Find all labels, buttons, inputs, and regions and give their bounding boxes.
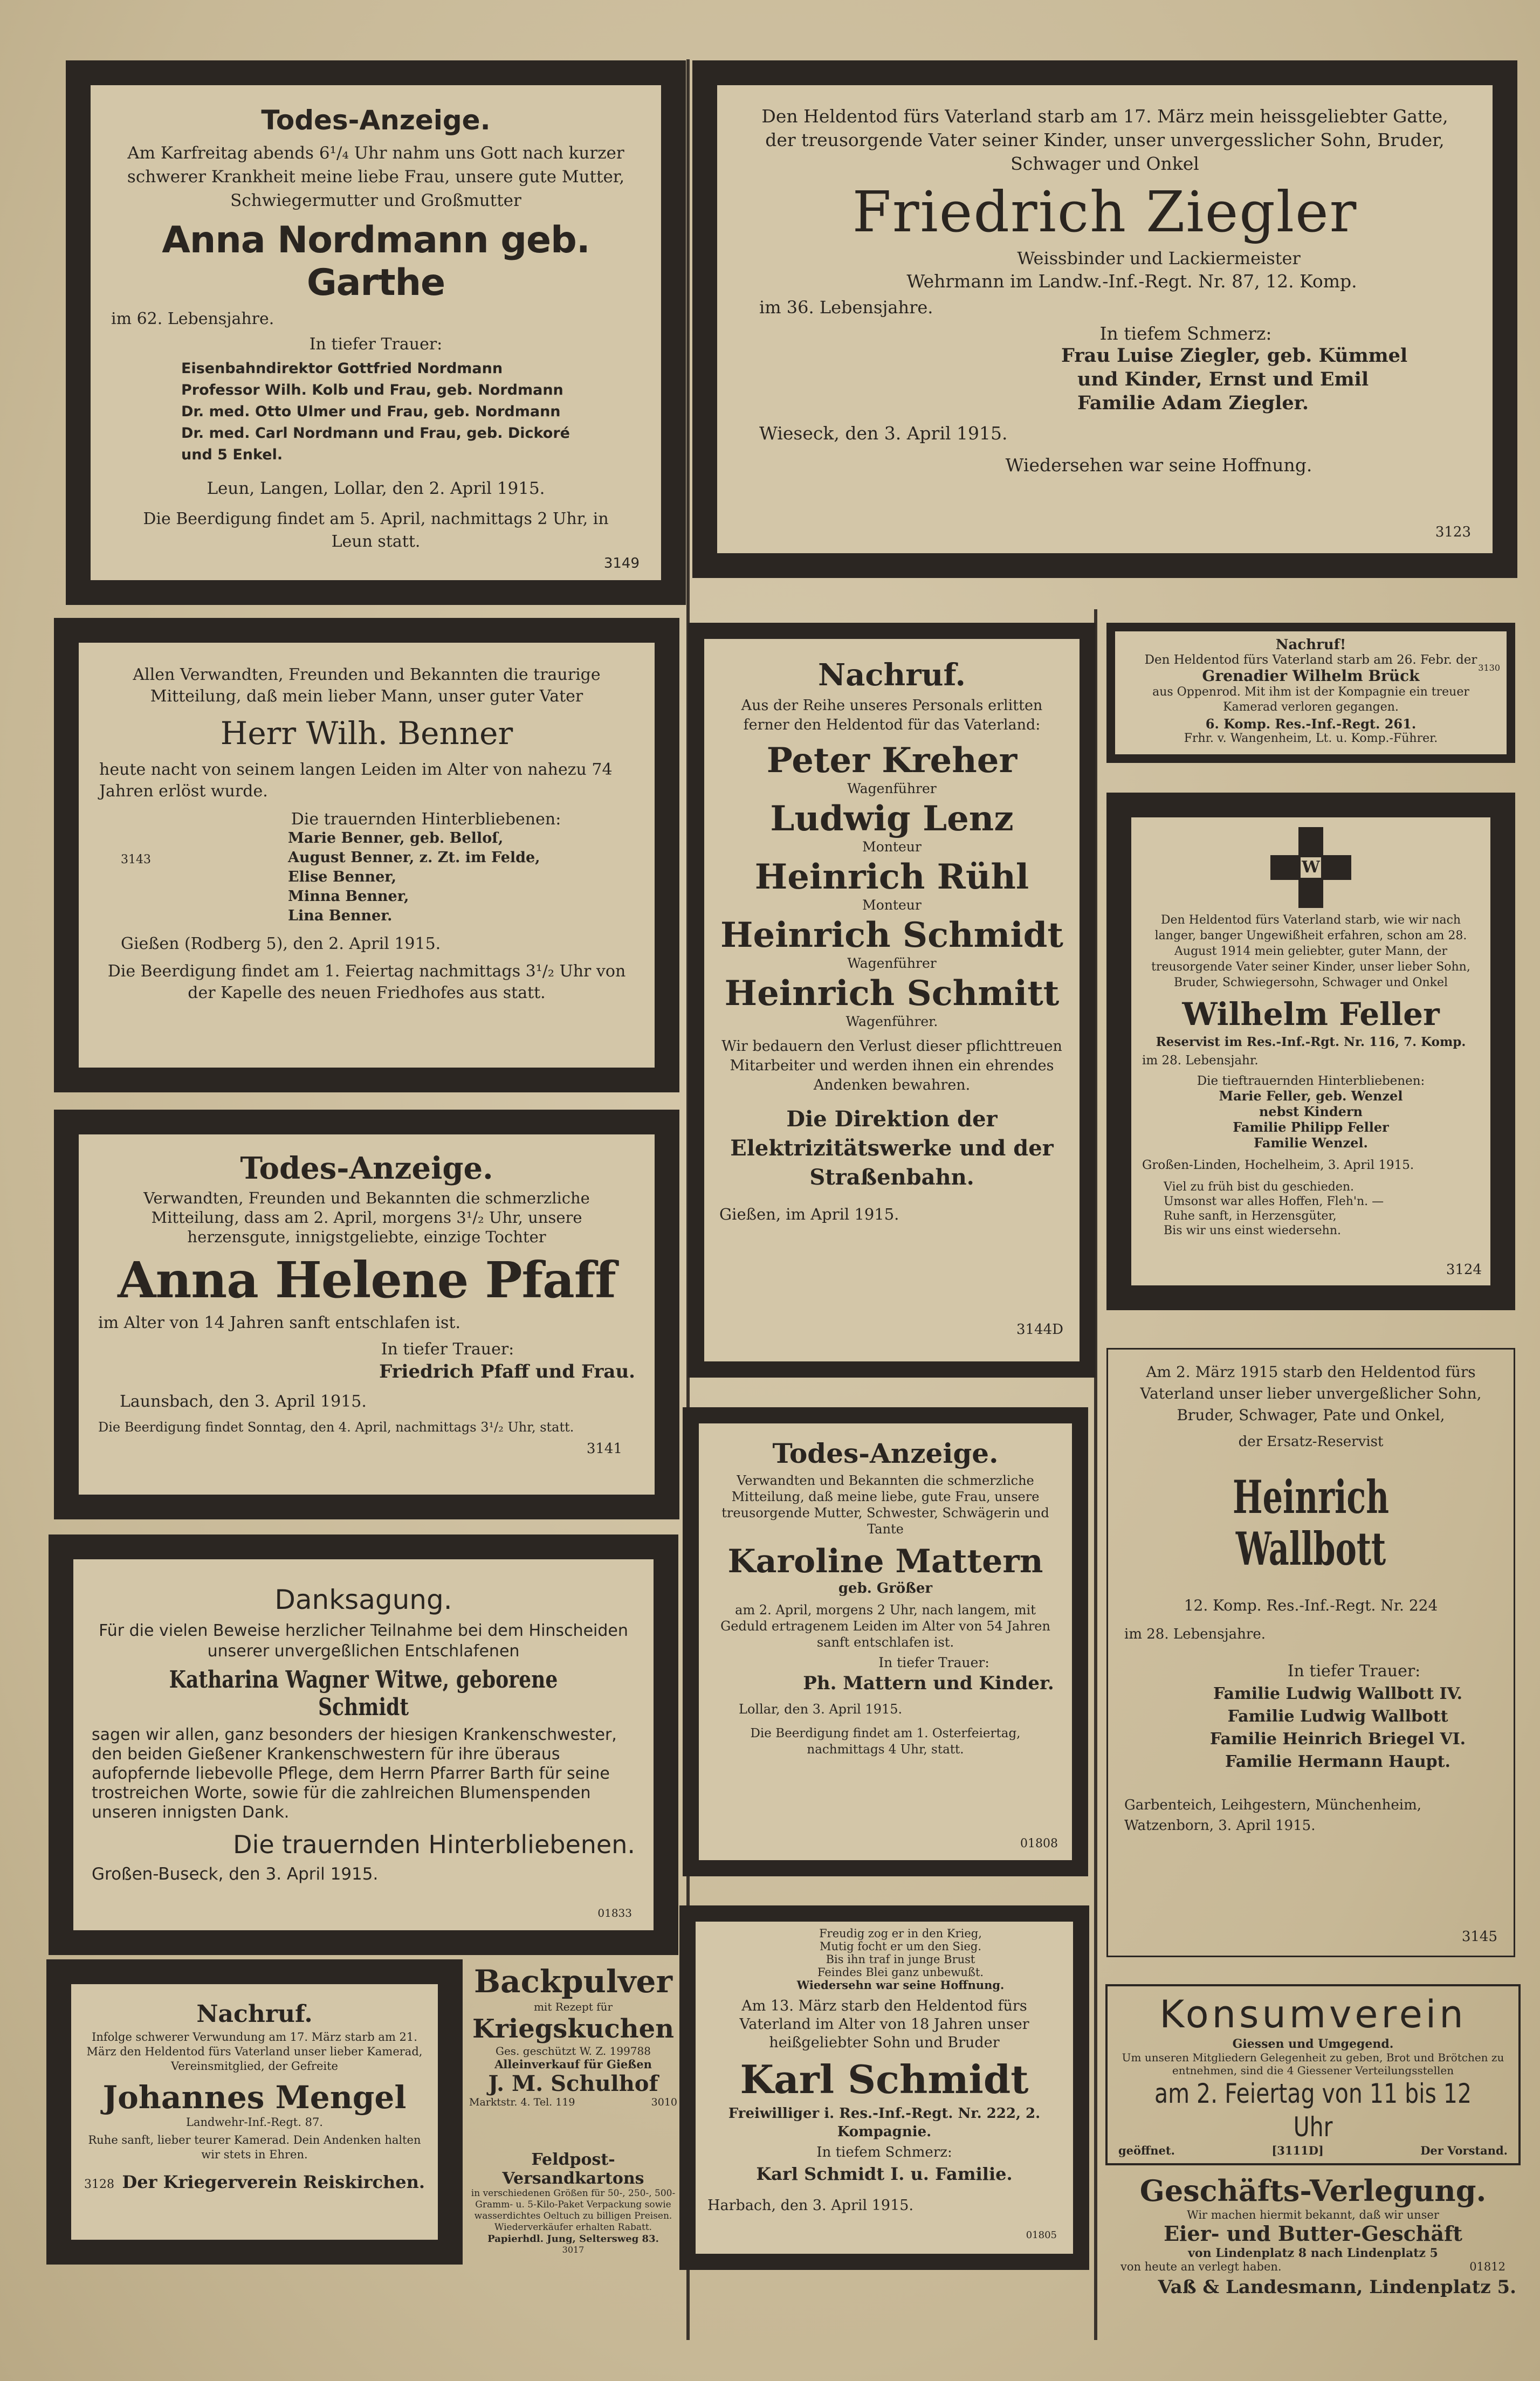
place-date: Gießen, im April 1915.	[719, 1205, 899, 1223]
intro-text: Aus der Reihe unseres Personals erlitten ferner den Heldentod für das Vaterland:	[741, 697, 1043, 733]
mourner-list	[1061, 344, 1472, 415]
heading: Backpulver	[473, 1963, 673, 2000]
intro-text: Den Heldentod fürs Vaterland starb, wie wir nach langer, banger Ungewißheit erfahren, schon am 28. August 1914 mein geliebter, guter Mann, der treusorgende Vater seiner Kinder, unser lieber Sohn, Bruder, Schwiegersohn, Schwager und Onkel	[1151, 913, 1470, 989]
heading: Todes-Anzeige.	[240, 1151, 493, 1186]
body-text: von heute an verlegt haben.	[1120, 2260, 1282, 2273]
person-name: Peter Kreher	[766, 740, 1018, 781]
shop-name: Eier- und Butter-Geschäft	[1164, 2221, 1462, 2246]
birth-name: geb. Größer	[838, 1580, 933, 1596]
verse-line: Bis ihn traf in junge Brust	[826, 1953, 975, 1966]
person-role: Wagenführer.	[845, 1014, 938, 1029]
mourner: Frau Luise Ziegler, geb. Kümmel	[1061, 345, 1408, 367]
ad-wallbott	[1106, 1348, 1515, 1957]
regiment: Wehrmann im Landw.-Inf.-Regt. Nr. 87, 12. Komp.	[906, 271, 1357, 292]
intro-text: Allen Verwandten, Freunden und Bekannten die traurige Mitteilung, daß mein lieber Mann, unser guter Vater	[133, 665, 601, 706]
person-role: Monteur	[862, 897, 922, 913]
trauer-label: Die tieftrauernden Hinterbliebenen:	[1197, 1074, 1425, 1088]
deceased-name: Anna Nordmann geb. Garthe	[162, 219, 590, 304]
heading: Nachruf.	[817, 657, 966, 693]
verse	[707, 1927, 1061, 1992]
trauer-label: In tiefer Trauer:	[381, 1340, 514, 1359]
heading: Geschäfts-Verlegung.	[1139, 2173, 1487, 2208]
age: im 36. Lebensjahre.	[759, 297, 933, 318]
mourner-list	[121, 829, 634, 926]
product-name: Kriegskuchen	[472, 2014, 675, 2044]
signature: Der Vorstand.	[1420, 2144, 1508, 2157]
ad-code: 01808	[1020, 1837, 1058, 1850]
deceased-name: Wilhelm Feller	[1182, 996, 1440, 1033]
heading: Nachruf.	[196, 2000, 313, 2028]
ad-code: 3145	[1461, 1929, 1497, 1945]
firm-name: Papierhdl. Jung, Seltersweg 83.	[487, 2233, 659, 2245]
funeral-notice: Die Beerdigung findet am 1. Osterfeiertag, nachmittags 4 Uhr, statt.	[750, 1726, 1021, 1757]
ad-code: 3141	[586, 1441, 622, 1457]
ad-todes-pfaff	[54, 1110, 679, 1519]
sole-sale: Alleinverkauf für Gießen	[494, 2057, 652, 2071]
deceased-name: Karl Schmidt	[740, 2056, 1029, 2102]
person-role: Wagenführer	[847, 955, 937, 971]
ad-heldentod-ziegler	[692, 60, 1517, 578]
person-name: Heinrich Rühl	[754, 857, 1029, 897]
ad-benner	[54, 618, 679, 1092]
mourner: August Benner, z. Zt. im Felde,	[288, 849, 540, 866]
verse-line: Feindes Blei ganz unbewußt.	[817, 1966, 984, 1979]
trauer-label: In tiefer Trauer:	[1287, 1662, 1421, 1681]
mourners: Karl Schmidt I. u. Familie.	[756, 2164, 1013, 2184]
heading: Konsumverein	[1159, 1992, 1467, 2036]
signer: Frhr. v. Wangenheim, Lt. u. Komp.-Führer.	[1184, 732, 1438, 745]
deceased-name: Friedrich Ziegler	[852, 179, 1358, 245]
mourner: und Kinder, Ernst und Emil	[1077, 368, 1369, 390]
place-date: Lollar, den 3. April 1915.	[739, 1702, 903, 1717]
ad-code: 3143	[121, 853, 151, 866]
new-address: von Lindenplatz 8 nach Lindenplatz 5	[1188, 2246, 1438, 2260]
heading: Todes-Anzeige.	[772, 1437, 999, 1469]
personnel-list	[719, 740, 1064, 1029]
mourner: Familie Ludwig Wallbott IV.	[1213, 1684, 1463, 1703]
intro-text: Am 2. März 1915 starb den Heldentod fürs Vaterland unser lieber unvergeßlicher Sohn, Bruder, Schwager, Pate und Onkel,	[1140, 1363, 1482, 1424]
trauer-label: In tiefem Schmerz:	[816, 2144, 952, 2160]
ad-code: 3130	[1478, 663, 1500, 673]
regiment: Reservist im Res.-Inf.-Rgt. Nr. 116, 7. Komp.	[1156, 1035, 1466, 1049]
mourner: Dr. med. Carl Nordmann und Frau, geb. Dickoré	[181, 425, 570, 442]
trauer-label: In tiefer Trauer:	[878, 1655, 989, 1670]
mourner: Elise Benner,	[288, 869, 396, 885]
age: im 28. Lebensjahr.	[1142, 1054, 1259, 1068]
person-name: Heinrich Schmidt	[720, 915, 1063, 955]
firm-address: Marktstr. 4. Tel. 119	[469, 2096, 575, 2108]
trade: Weissbinder und Lackiermeister	[1017, 248, 1301, 269]
ad-todes-nordmann	[66, 60, 686, 605]
age: im 62. Lebensjahre.	[111, 309, 274, 328]
ad-code: 01805	[1026, 2229, 1057, 2241]
iron-cross-icon	[1270, 827, 1351, 908]
body-text: am 2. April, morgens 2 Uhr, nach langem, mit Geduld ertragenem Leiden im Alter von 54 Jahren sanft entschlafen ist.	[720, 1602, 1050, 1650]
place-date: Großen-Buseck, den 3. April 1915.	[92, 1864, 379, 1884]
intro-text: Den Heldentod fürs Vaterland starb am 17. März mein heissgeliebter Gatte, der treusorgende Vater seiner Kinder, unser unvergesslicher Sohn, Bruder, Schwager und Onkel	[761, 106, 1448, 174]
person-role: Wagenführer	[847, 781, 937, 796]
deceased-name: Karoline Mattern	[727, 1543, 1043, 1580]
intro-text: Für die vielen Beweise herzlicher Teilnahme bei dem Hinscheiden unserer unvergeßlichen Entschlafenen	[99, 1621, 628, 1661]
trauer-label: In tiefer Trauer:	[309, 335, 443, 354]
funeral-notice: Die Beerdigung findet Sonntag, den 4. April, nachmittags 3¹/₂ Uhr, statt.	[98, 1420, 574, 1435]
ad-code: 3128	[84, 2178, 114, 2191]
mourner: Lina Benner.	[288, 907, 393, 924]
ad-konsumverein	[1105, 1984, 1521, 2165]
intro-text: Am Karfreitag abends 6¹/₄ Uhr nahm uns Gott nach kurzer schwerer Krankheit meine liebe Frau, unsere gute Mutter, Schwiegermutter und Großmutter	[127, 143, 625, 210]
ad-code: 3123	[1435, 524, 1471, 540]
regiment: Landwehr-Inf.-Regt. 87.	[186, 2116, 323, 2129]
body-text: Den Heldentod fürs Vaterland starb am 26. Febr. der	[1144, 653, 1477, 667]
ad-feldpost	[465, 2150, 682, 2263]
deceased-name: Katharina Wagner Witwe, geborene Schmidt	[169, 1666, 558, 1721]
mourners: Friedrich Pfaff und Frau.	[379, 1361, 635, 1382]
deceased-name: Heinrich Wallbott	[1233, 1470, 1389, 1575]
intro-text: Verwandten, Freunden und Bekannten die schmerzliche Mitteilung, dass am 2. April, morgens 3¹/₂ Uhr, unsere herzensgute, innigstgeliebte, einzige Tochter	[143, 1189, 590, 1246]
heading: Danksagung.	[274, 1584, 452, 1615]
verse-line: Viel zu früh bist du geschieden.	[1164, 1180, 1355, 1194]
mourners: Ph. Mattern und Kinder.	[803, 1673, 1054, 1694]
deceased-name: Grenadier Wilhelm Brück	[1202, 667, 1420, 685]
ad-code: 01833	[597, 1907, 632, 1919]
ad-code: 3149	[603, 555, 640, 572]
body-text: Wir machen hiermit bekannt, daß wir unser	[1187, 2208, 1439, 2221]
mourner: Familie Adam Ziegler.	[1077, 392, 1309, 414]
mourner: Familie Heinrich Briegel VI.	[1209, 1730, 1466, 1749]
open-note: geöffnet.	[1118, 2144, 1175, 2157]
closing-line: Wiedersehen war seine Hoffnung.	[1005, 455, 1312, 476]
mourner: Familie Philipp Feller	[1233, 1119, 1389, 1135]
place-date: Harbach, den 3. April 1915.	[707, 2197, 914, 2214]
age: im 28. Lebensjahre.	[1124, 1626, 1266, 1642]
ad-code: 01812	[1469, 2260, 1505, 2273]
cross-mark: W	[1302, 858, 1320, 877]
place-date: Launsbach, den 3. April 1915.	[120, 1392, 367, 1411]
place-date: Wieseck, den 3. April 1915.	[759, 423, 1008, 444]
body-text: Wir bedauern den Verlust dieser pflichttreuen Mitarbeiter und werden ihnen ein ehrendes Andenken bewahren.	[721, 1038, 1062, 1093]
firm-name: Vaß & Landesmann, Lindenplatz 5.	[1158, 2276, 1516, 2298]
verse-line: Umsonst war alles Hoffen, Fleh'n. —	[1164, 1195, 1384, 1208]
verse-line: Wiedersehn war seine Hoffnung.	[796, 1978, 1005, 1992]
ad-todes-mattern	[683, 1407, 1088, 1876]
mourner-list	[1142, 1088, 1480, 1151]
subheading: Giessen und Umgegend.	[1232, 2037, 1394, 2051]
deceased-name: Anna Helene Pfaff	[118, 1251, 616, 1309]
recipe-line: mit Rezept für	[533, 2000, 613, 2013]
opening-hours: am 2. Feiertag von 11 bis 12 Uhr	[1154, 2078, 1472, 2143]
mourner-list	[1124, 1683, 1497, 1773]
body-text: aus Oppenrod. Mit ihm ist der Kompagnie ein treuer Kamerad verloren gegangen.	[1152, 685, 1469, 714]
ad-code: 3124	[1446, 1262, 1482, 1278]
unit: 6. Komp. Res.-Inf.-Regt. 261.	[1205, 716, 1417, 732]
body-text: Ruhe sanft, lieber teurer Kamerad. Dein Andenken halten wir stets in Ehren.	[88, 2134, 421, 2161]
body-text: im Alter von 14 Jahren sanft entschlafen ist.	[98, 1313, 461, 1332]
heading: Feldpost-Versandkartons	[502, 2150, 644, 2188]
regiment: Freiwilliger i. Res.-Inf.-Regt. Nr. 222, 2. Kompagnie.	[728, 2105, 1041, 2140]
person-name: Ludwig Lenz	[770, 799, 1014, 839]
ad-code: 3010	[651, 2096, 677, 2108]
mourner: Minna Benner,	[288, 888, 409, 905]
signature: Die trauernden Hinterbliebenen.	[233, 1830, 635, 1859]
ad-code: 3017	[562, 2245, 585, 2255]
deceased-name: Herr Wilh. Benner	[220, 715, 513, 752]
mourner: Familie Wenzel.	[1254, 1135, 1368, 1151]
ad-code: 3144D	[1016, 1322, 1063, 1338]
trauer-label: In tiefem Schmerz:	[1099, 323, 1272, 344]
heading: Todes-Anzeige.	[261, 105, 491, 136]
ad-geschaefts-verlegung	[1105, 2173, 1521, 2335]
ad-nachruf-mengel	[46, 1959, 463, 2265]
intro-text: Infolge schwerer Verwundung am 17. März starb am 21. März den Heldentod fürs Vaterland unser lieber Kamerad, Vereinsmitglied, der Gefreite	[86, 2031, 423, 2073]
place-date: Garbenteich, Leihgestern, Münchenheim, Watzenborn, 3. April 1915.	[1124, 1797, 1422, 1834]
mourner: nebst Kindern	[1259, 1104, 1363, 1119]
mourner: Professor Wilh. Kolb und Frau, geb. Nordmann	[181, 382, 563, 398]
mourner-list	[181, 358, 641, 466]
ad-backpulver	[465, 1963, 682, 2145]
deceased-name: Johannes Mengel	[102, 2079, 407, 2116]
ad-nachruf-personal	[688, 623, 1096, 1378]
ad-karl-schmidt	[679, 1905, 1089, 2270]
mourner: Familie Ludwig Wallbott	[1227, 1707, 1448, 1726]
ad-danksagung	[49, 1534, 678, 1955]
regiment: 12. Komp. Res.-Inf.-Regt. Nr. 224	[1184, 1596, 1438, 1614]
body-text: in verschiedenen Größen für 50-, 250-, 500-Gramm- u. 5-Kilo-Paket Verpackung sowie wasserdichtes Oeltuch zu billigen Preisen. Wiederverkäufer erhalten Rabatt.	[471, 2188, 676, 2233]
body-text: Um unseren Mitgliedern Gelegenheit zu geben, Brot und Brötchen zu entnehmen, sind die 4 Giessener Verteilungsstellen	[1122, 2051, 1504, 2077]
intro-text: Am 13. März starb den Heldentod fürs Vaterland im Alter von 18 Jahren unser heißgeliebter Sohn und Bruder	[739, 1998, 1029, 2051]
person-role: Monteur	[862, 839, 922, 855]
mourner: Familie Hermann Haupt.	[1225, 1752, 1450, 1771]
place-date: Gießen (Rodberg 5), den 2. April 1915.	[121, 934, 441, 953]
mourner: Dr. med. Otto Ulmer und Frau, geb. Nordmann	[181, 403, 561, 420]
verse-line: Mutig focht er um den Sieg.	[819, 1940, 982, 1953]
verse-line: Freudig zog er in den Krieg,	[819, 1927, 982, 1940]
heading: Nachruf!	[1275, 637, 1346, 653]
mourner: und 5 Enkel.	[181, 446, 283, 463]
verse-line: Ruhe sanft, in Herzensgüter,	[1164, 1209, 1337, 1223]
mourner: Eisenbahndirektor Gottfried Nordmann	[181, 360, 503, 377]
mourner: Marie Feller, geb. Wenzel	[1219, 1088, 1403, 1104]
ad-nachruf-brueck	[1106, 623, 1515, 763]
mourner: Marie Benner, geb. Belloſ,	[288, 830, 504, 847]
rank: der Ersatz-Reservist	[1238, 1434, 1384, 1450]
intro-text: Verwandten und Bekannten die schmerzliche Mitteilung, daß meine liebe, gute Frau, unsere treusorgende Mutter, Schwester, Schwägerin und Tante	[721, 1473, 1049, 1537]
ad-code: [3111D]	[1271, 2144, 1324, 2157]
signature: Der Kriegerverein Reiskirchen.	[122, 2172, 425, 2192]
trauer-label: Die trauernden Hinterbliebenen:	[291, 810, 561, 829]
body-text: sagen wir allen, ganz besonders der hiesigen Krankenschwester, den beiden Gießener Krankenschwestern für ihre überaus aufopfernde liebevolle Pflege, dem Herrn Pfarrer Barth für seine trostreichen Worte, sowie für die zahlreichen Blumenspenden unseren innigsten Dank.	[92, 1725, 617, 1822]
signature: Die Direktion der Elektrizitätswerke und der Straßenbahn.	[730, 1106, 1054, 1190]
verse-line: Bis wir uns einst wiedersehn.	[1164, 1224, 1341, 1237]
firm-name: J. M. Schulhof	[488, 2071, 658, 2096]
funeral-notice: Die Beerdigung findet am 1. Feiertag nachmittags 3¹/₂ Uhr von der Kapelle des neuen Friedhofes aus statt.	[107, 962, 626, 1002]
body-text: heute nacht von seinem langen Leiden im Alter von nahezu 74 Jahren erlöst wurde.	[99, 760, 613, 801]
place-date: Großen-Linden, Hochelheim, 3. April 1915.	[1142, 1158, 1414, 1172]
person-name: Heinrich Schmitt	[724, 973, 1060, 1014]
place-date: Leun, Langen, Lollar, den 2. April 1915.	[207, 479, 545, 498]
trademark: Ges. geschützt W. Z. 199788	[495, 2045, 651, 2057]
funeral-notice: Die Beerdigung findet am 5. April, nachmittags 2 Uhr, in Leun statt.	[143, 510, 609, 551]
verse	[1142, 1180, 1480, 1238]
ad-feller	[1106, 793, 1515, 1310]
